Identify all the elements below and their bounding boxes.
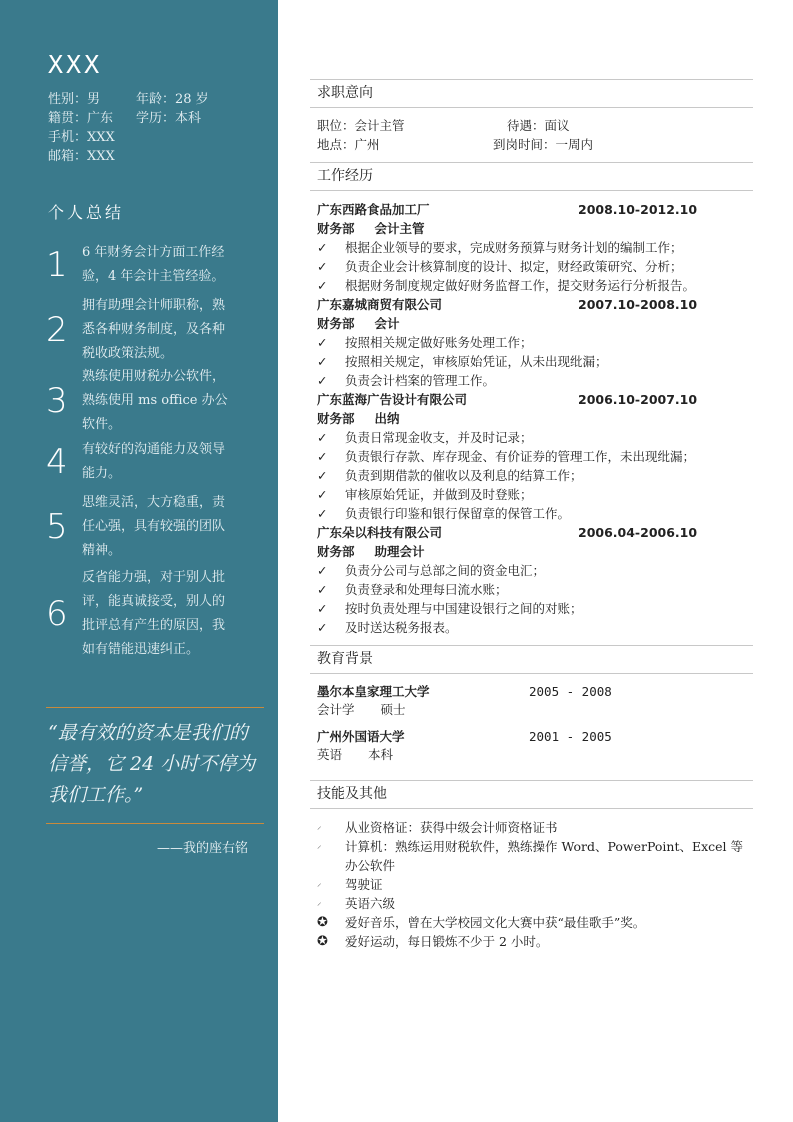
summary-item — [46, 368, 246, 434]
skill-item — [317, 837, 753, 875]
summary-text — [82, 438, 225, 486]
school-name: 广州外国语大学 — [317, 729, 405, 744]
duty-text: 按照相关规定做好账务处理工作； — [345, 335, 533, 350]
school-years: 2005 - 2008 — [529, 684, 612, 699]
job-company: 广东朵以科技有限公司 — [317, 525, 443, 540]
check-icon: ✓ — [317, 373, 328, 388]
duty-item — [317, 238, 753, 257]
summary-line: 熟练使用 ms office 办公 — [82, 393, 228, 408]
quote-bottom-rule — [46, 823, 264, 824]
check-icon: ✓ — [317, 601, 328, 616]
gender: 性别：男 — [48, 92, 101, 107]
duty-text: 负责日常现金收支，并及时记录； — [345, 430, 533, 445]
summary-item — [46, 434, 246, 489]
skill-text: 从业资格证：获得中级会计师资格证书 — [345, 820, 558, 835]
intent-position: 职位：会计主管 — [317, 118, 405, 133]
summary-text — [82, 241, 224, 289]
check-icon: ✓ — [317, 582, 328, 597]
check-icon: ✓ — [317, 487, 328, 502]
school-subtitle — [317, 746, 753, 764]
job-header — [317, 295, 753, 314]
check-icon: ✓ — [317, 563, 328, 578]
intent-title: 求职意向 — [310, 79, 753, 108]
candidate-name: XXX — [48, 50, 103, 79]
summary-number: 2 — [46, 310, 68, 350]
summary-title: 个人总结 — [48, 203, 125, 222]
school-header — [317, 727, 753, 746]
duty-item — [317, 428, 753, 447]
bullet-icon: ⸝ — [317, 841, 322, 851]
check-icon: ✓ — [317, 468, 328, 483]
email: 邮箱：XXX — [48, 149, 115, 164]
school-years: 2001 - 2005 — [529, 729, 612, 744]
duty-text: 按时负责处理与中国建设银行之间的对账； — [345, 601, 583, 616]
education-body — [310, 674, 753, 780]
summary-line: 批评总有产生的原因，我 — [82, 617, 226, 633]
summary-line: 软件。 — [82, 417, 122, 432]
star-icon: ✪ — [317, 915, 328, 930]
skill-text: 计算机：熟练运用财税软件，熟练操作 Word、PowerPoint、Excel 等办公软件 — [345, 839, 744, 873]
summary-text — [82, 294, 225, 366]
job-period: 2008.10-2012.10 — [578, 202, 698, 217]
duty-text: 负责银行存款、库存现金、有价证券的管理工作，未出现纰漏； — [345, 449, 696, 464]
duty-item — [317, 276, 753, 295]
bullet-icon: ⸝ — [317, 822, 322, 832]
job-subtitle — [317, 219, 753, 238]
job-dept: 财务部 — [317, 411, 355, 426]
duty-text: 负责银行印鉴和银行保留章的保管工作。 — [345, 506, 571, 521]
job-company: 广东嘉城商贸有限公司 — [317, 297, 443, 312]
duty-item — [317, 580, 753, 599]
check-icon: ✓ — [317, 259, 328, 274]
intent-body — [310, 108, 753, 162]
bullet-icon: ⸝ — [317, 898, 322, 908]
job-header — [317, 200, 753, 219]
duty-text: 按照相关规定，审核原始凭证，从未出现纰漏； — [345, 354, 608, 369]
job-role: 会计 — [374, 316, 400, 331]
summary-line: 熟练使用财税办公软件， — [82, 369, 226, 384]
duty-item — [317, 333, 753, 352]
skill-text: 驾驶证 — [345, 877, 383, 892]
motto: ——我的座右铭 — [156, 841, 248, 856]
skill-text: 爱好运动，每日锻炼不少于 2 小时。 — [345, 934, 549, 949]
duty-text: 及时送达税务报表。 — [345, 620, 458, 635]
bullet-icon: ⸝ — [317, 879, 322, 889]
check-icon: ✓ — [317, 354, 328, 369]
duty-text: 根据财务制度规定做好财务监督工作，提交财务运行分析报告。 — [345, 278, 696, 293]
job-role: 出纳 — [374, 411, 400, 426]
skill-item — [317, 875, 753, 894]
quote-top-rule — [46, 707, 264, 708]
hometown: 籍贯：广东 — [48, 111, 114, 126]
job-header — [317, 523, 753, 542]
education-level: 学历：本科 — [136, 111, 202, 126]
summary-line: 拥有助理会计师职称，熟 — [82, 298, 226, 313]
skill-text: 爱好音乐，曾在大学校园文化大赛中获“最佳歌手”奖。 — [345, 915, 646, 930]
summary-line: 悉各种财务制度，及各种 — [82, 322, 226, 337]
summary-line: 精神。 — [82, 543, 122, 558]
job-subtitle — [317, 542, 753, 561]
job-period: 2006.04-2006.10 — [578, 525, 698, 540]
summary-line: 评，能真诚接受，别人的 — [82, 593, 226, 609]
duty-item — [317, 561, 753, 580]
duty-text: 负责企业会计核算制度的设计、拟定，财经政策研究、分析； — [345, 259, 683, 274]
school-subtitle — [317, 701, 753, 719]
check-icon: ✓ — [317, 449, 328, 464]
job-company: 广东蓝海广告设计有限公司 — [317, 392, 468, 407]
duty-item — [317, 599, 753, 618]
check-icon: ✓ — [317, 430, 328, 445]
summary-line: 有较好的沟通能力及领导 — [82, 441, 226, 457]
summary-text — [82, 365, 228, 437]
job-role: 会计主管 — [374, 221, 425, 236]
summary-line: 税收政策法规。 — [82, 346, 174, 361]
job-period: 2006.10-2007.10 — [578, 392, 698, 407]
job-period: 2007.10-2008.10 — [578, 297, 698, 312]
summary-line: 6 年财务会计方面工作经 — [82, 244, 225, 260]
summary-item — [46, 565, 246, 662]
duty-text: 负责会计档案的管理工作。 — [345, 373, 496, 388]
main-content — [310, 79, 753, 959]
job-header — [317, 390, 753, 409]
duty-text: 根据企业领导的要求，完成财务预算与财务计划的编制工作； — [345, 240, 683, 255]
intent-salary: 待遇：面议 — [507, 118, 570, 133]
duty-item — [317, 504, 753, 523]
summary-list — [46, 237, 246, 662]
summary-number: 6 — [46, 593, 68, 634]
skills-title: 技能及其他 — [310, 780, 753, 809]
education-title: 教育背景 — [310, 645, 753, 674]
school-degree: 本科 — [368, 747, 394, 762]
duty-item — [317, 447, 753, 466]
duty-text: 负责登录和处理每曰流水账； — [345, 582, 508, 597]
intent-location: 地点：广州 — [317, 137, 380, 152]
summary-text — [82, 491, 225, 563]
work-title: 工作经历 — [310, 162, 753, 191]
skill-item — [317, 894, 753, 913]
summary-text — [82, 566, 225, 662]
check-icon: ✓ — [317, 240, 328, 255]
summary-line: 思维灵活，大方稳重，责 — [82, 495, 226, 510]
school-degree: 硕士 — [380, 702, 406, 717]
skill-text: 英语六级 — [345, 896, 396, 911]
job-dept: 财务部 — [317, 544, 355, 559]
skills-body — [310, 809, 753, 959]
sidebar — [0, 0, 278, 1122]
job-subtitle — [317, 314, 753, 333]
duty-item — [317, 257, 753, 276]
summary-item — [46, 489, 246, 565]
skill-item — [317, 818, 753, 837]
summary-number: 5 — [46, 507, 68, 547]
basic-info — [48, 90, 209, 166]
skill-item — [317, 932, 753, 951]
summary-line: 能力。 — [82, 465, 122, 481]
work-body — [310, 191, 753, 645]
duty-text: 负责到期借款的催收以及利息的结算工作； — [345, 468, 583, 483]
check-icon: ✓ — [317, 335, 328, 350]
check-icon: ✓ — [317, 278, 328, 293]
intent-start: 到岗时间：一周内 — [493, 137, 594, 152]
duty-item — [317, 466, 753, 485]
skill-item — [317, 913, 753, 932]
check-icon: ✓ — [317, 506, 328, 521]
age: 年龄：28 岁 — [136, 92, 209, 107]
job-company: 广东西路食品加工厂 — [317, 202, 430, 217]
duty-item — [317, 485, 753, 504]
summary-number: 4 — [46, 441, 68, 482]
star-icon: ✪ — [317, 934, 328, 949]
summary-line: 验，4 年会计主管经验。 — [82, 268, 225, 284]
phone: 手机：XXX — [48, 130, 115, 145]
summary-item — [46, 237, 246, 292]
job-subtitle — [317, 409, 753, 428]
summary-line: 反省能力强，对于别人批 — [82, 569, 226, 585]
duty-text: 负责分公司与总部之间的资金电汇； — [345, 563, 546, 578]
summary-line: 如有错能迅速纠正。 — [82, 641, 200, 657]
school-major: 英语 — [317, 747, 343, 762]
job-dept: 财务部 — [317, 316, 355, 331]
job-dept: 财务部 — [317, 221, 355, 236]
duty-item — [317, 352, 753, 371]
school-major: 会计学 — [317, 702, 355, 717]
quote: “最有效的资本是我们的信誉，它 24 小时不停为我们工作。” — [48, 722, 256, 806]
school-header — [317, 682, 753, 701]
duty-item — [317, 618, 753, 637]
summary-number: 1 — [46, 244, 68, 285]
duty-item — [317, 371, 753, 390]
summary-line: 任心强，具有较强的团队 — [82, 519, 226, 534]
duty-text: 审核原始凭证，并做到及时登账； — [345, 487, 533, 502]
school-name: 墨尔本皇家理工大学 — [317, 684, 430, 699]
job-role: 助理会计 — [374, 544, 425, 559]
summary-number: 3 — [46, 381, 68, 421]
check-icon: ✓ — [317, 620, 328, 635]
summary-item — [46, 292, 246, 368]
